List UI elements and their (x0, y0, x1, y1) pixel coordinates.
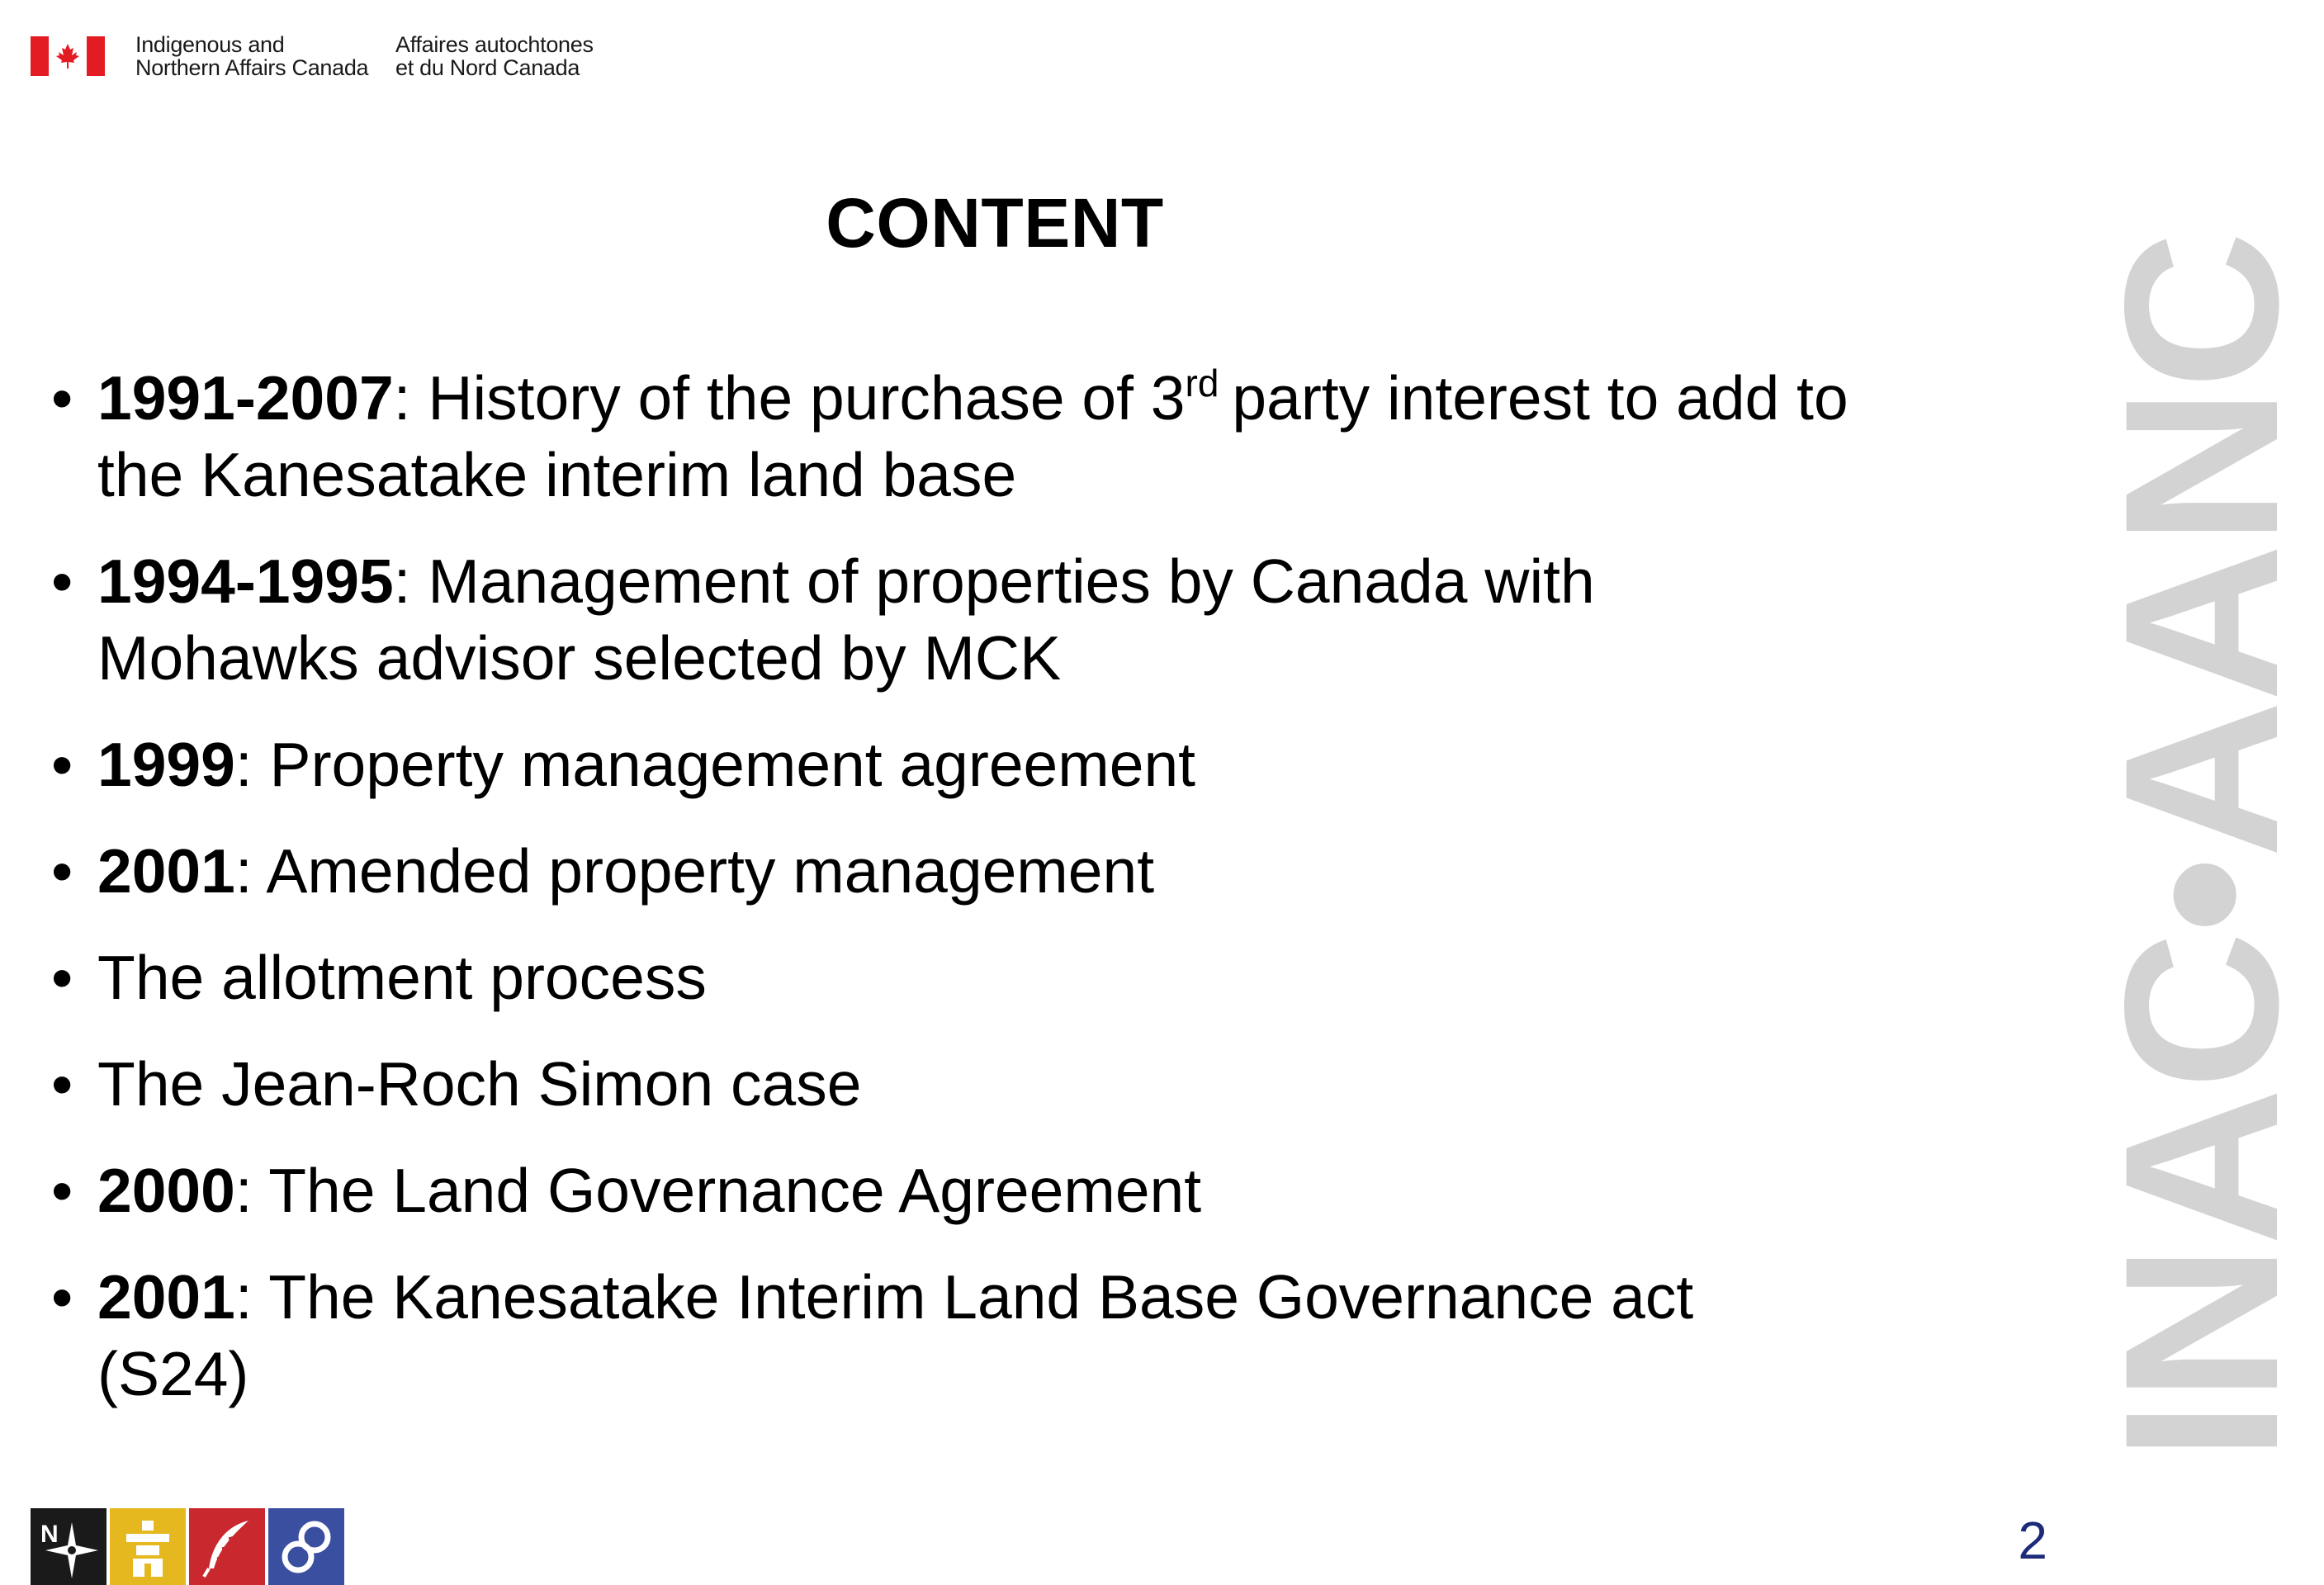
item-separator: : (234, 730, 270, 799)
content-list (51, 360, 1851, 1442)
item-superscript: rd (1185, 362, 1219, 405)
feather-icon (189, 1508, 265, 1585)
infinity-icon (268, 1508, 344, 1585)
list-item (51, 1259, 1851, 1412)
inac-aanc-watermark: INAC•AANC (2080, 232, 2324, 1461)
page-number: 2 (2018, 1511, 2047, 1570)
list-item (51, 360, 1851, 513)
item-year: 2001 (97, 836, 235, 906)
item-separator: : (234, 1156, 269, 1225)
list-item (51, 726, 1851, 803)
item-separator: : (393, 546, 428, 616)
item-year: 1991-2007 (97, 363, 394, 433)
department-name-en (135, 33, 368, 79)
slide-title: CONTENT (826, 184, 1164, 262)
item-text: The Jean-Roch Simon case (97, 1049, 862, 1119)
item-text: The allotment process (97, 943, 707, 1012)
department-name-fr (395, 33, 594, 79)
item-separator: : (234, 1262, 269, 1332)
item-text: The Land Governance Agreement (268, 1156, 1202, 1225)
list-item (51, 1046, 1851, 1123)
item-year: 1994-1995 (97, 546, 394, 616)
item-year: 1999 (97, 730, 235, 799)
item-text-continued: party interest to add to the Kanesatake interim land base (97, 363, 1848, 509)
department-name-fr-line-2: et du Nord Canada (395, 55, 580, 80)
item-year: 2001 (97, 1262, 235, 1332)
maple-leaf-icon (54, 42, 82, 70)
list-item (51, 543, 1851, 697)
list-item (51, 939, 1851, 1016)
list-item (51, 1152, 1851, 1229)
inukshuk-icon (110, 1508, 186, 1585)
department-name-fr-line-1: Affaires autochtones (395, 32, 594, 57)
item-text: Management of properties by Canada with Mohawks advisor selected by MCK (97, 546, 1595, 693)
canada-flag-icon (31, 36, 105, 76)
department-name-en-line-2: Northern Affairs Canada (135, 55, 369, 80)
item-text: The Kanesatake Interim Land Base Governance act (S24) (97, 1262, 1694, 1408)
item-separator: : (234, 836, 267, 906)
department-name-en-line-1: Indigenous and (135, 32, 285, 57)
item-text: Amended property management (266, 836, 1155, 906)
item-text: Property management agreement (269, 730, 1195, 799)
footer-icon-strip (31, 1508, 344, 1585)
list-item (51, 833, 1851, 910)
item-text: History of the purchase of 3 (428, 363, 1186, 433)
svg-text:N: N (40, 1520, 59, 1548)
item-separator: : (393, 363, 428, 433)
compass-icon (31, 1508, 106, 1585)
item-year: 2000 (97, 1156, 235, 1225)
